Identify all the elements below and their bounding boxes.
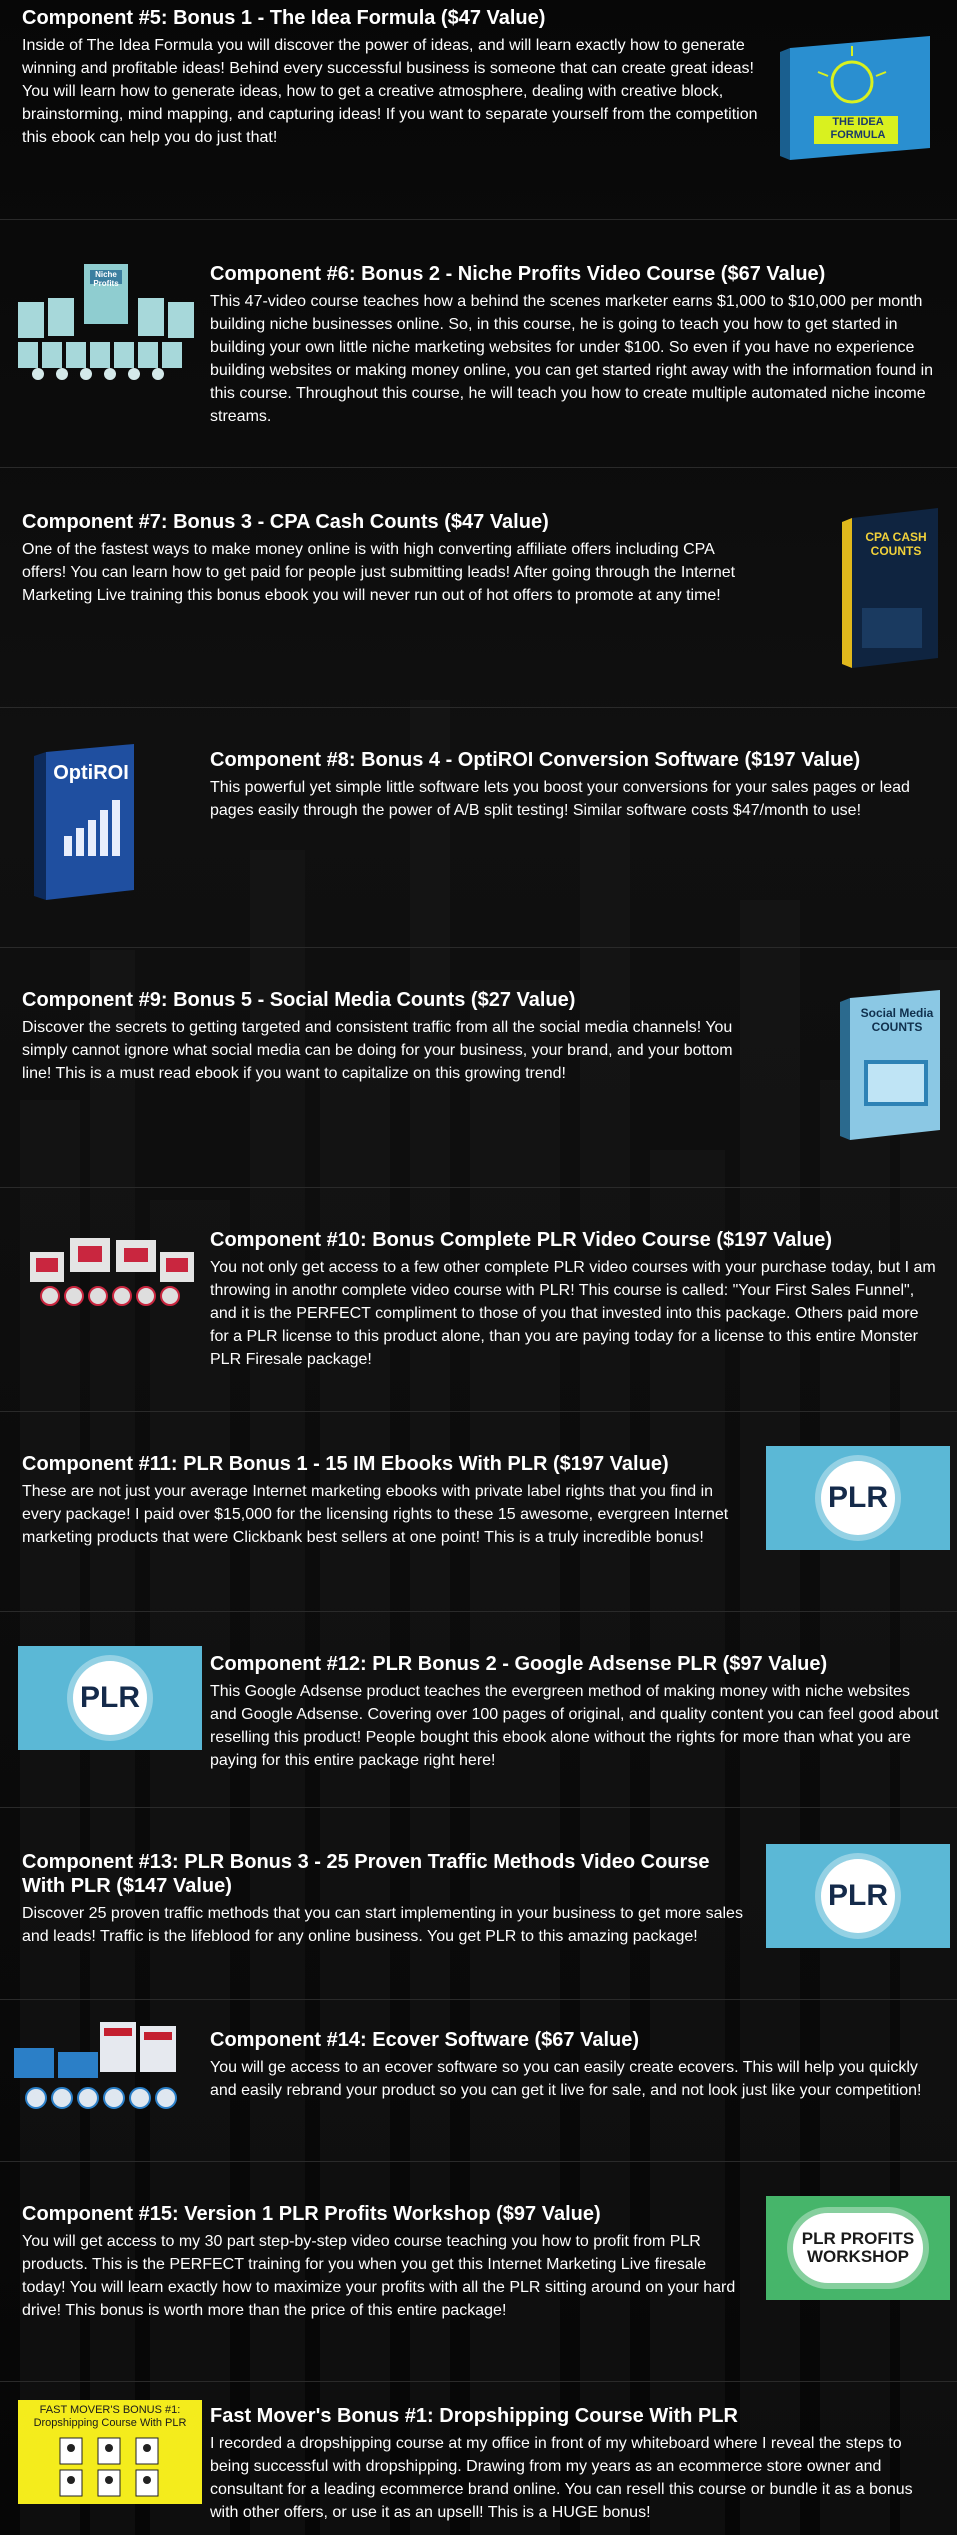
component-title: Component #9: Bonus 5 - Social Media Counts ($27 Value) — [22, 989, 576, 1011]
optiroi-software-box-image — [34, 744, 140, 900]
component-text — [22, 1850, 752, 1948]
component-description: Inside of The Idea Formula you will discover the power of ideas, and will learn exactly how to generate winning and profitable ideas! Behind every successful business is someone that can create great ideas! You will learn how to generate ideas, how to get a creative atmosphere, dealing with creative block, brainstorming, mind mapping, and capturing ideas! If you want to separate yourself from the competition this ebook can help you do just that! — [22, 37, 758, 146]
component-description: These are not just your average Internet marketing ebooks with private label rights that you find in every package! I paid over $15,000 for the licensing rights to these 15 awesome, evergreen Internet marketing products that were Clickbank best sellers at one point! This is a truly incredible bonus! — [22, 1483, 729, 1546]
cpa-cash-counts-ebook-image — [842, 508, 942, 668]
component-description: I recorded a dropshipping course at my office in front of my whiteboard where I reveal the steps to being successful with dropshipping. Drawing from my years as an ecommerce store owner and consultant for a leading ecommerce brand online. You can resell this course or bundle it as a bonus with other offers, or use it as an upsell! This is a HUGE bonus! — [210, 2435, 913, 2521]
ecover-software-bundle-image — [14, 2022, 200, 2114]
component-text — [22, 510, 762, 607]
component-section-15 — [0, 2162, 957, 2382]
component-text — [210, 2028, 940, 2102]
component-text — [210, 1652, 940, 1772]
component-description: You will get access to my 30 part step-by-step video course teaching you how to profit from PLR products. This is the PERFECT training for you when you get this Internet Marketing Live firesale today! You will learn exactly how to maximize your profits with all the PLR sitting around on your hard drive! This bonus is worth more than the price of this entire package! — [22, 2233, 736, 2319]
box-label: OptiROI — [53, 762, 129, 784]
niche-profits-bundle-image — [18, 262, 194, 380]
component-section-8 — [0, 708, 957, 948]
component-section-9 — [0, 948, 957, 1188]
component-title: Component #6: Bonus 2 - Niche Profits Video Course ($67 Value) — [210, 263, 826, 285]
component-section-12 — [0, 1612, 957, 1808]
component-description: This 47-video course teaches how a behind the scenes marketer earns $1,000 to $10,000 per month building niche businesses online. So, in this course, he is going to teach you how to get started in building your own little niche marketing websites for under $100. So even if you have no experience building websites or making money online, you can get started right away with the information found in this course. Throughout this course, he will teach you how to create multiple automated niche income streams. — [210, 293, 934, 425]
component-title: Fast Mover's Bonus #1: Dropshipping Course With PLR — [210, 2405, 738, 2427]
plr-badge-label: PLR — [821, 1461, 895, 1535]
plr-badge-image — [766, 1446, 950, 1550]
component-title: Component #15: Version 1 PLR Profits Workshop ($97 Value) — [22, 2203, 601, 2225]
plr-badge-image — [766, 1844, 950, 1948]
component-title: Component #10: Bonus Complete PLR Video Course ($197 Value) — [210, 1229, 832, 1251]
component-description: This powerful yet simple little software lets you boost your conversions for your sales pages or lead pages easily through the power of A/B split testing! Similar software costs $47/month to use! — [210, 779, 910, 819]
component-description: One of the fastest ways to make money online is with high converting affiliate offers including CPA offers! You can learn how to get paid for people just submitting leads! After going through the Internet Marketing Live training this bonus ebook you will never run out of hot offers to promote at any time! — [22, 541, 736, 604]
component-title: Component #12: PLR Bonus 2 - Google Adsense PLR ($97 Value) — [210, 1653, 828, 1675]
component-description: Discover the secrets to getting targeted and consistent traffic from all the social media channels! You simply cannot ignore what social media can be doing for your business, your brand, and your bottom line! This is a must read ebook if you want to capitalize on this growing trend! — [22, 1019, 733, 1082]
component-title: Component #14: Ecover Software ($67 Value) — [210, 2029, 640, 2051]
ebook-label: CPA CASH COUNTS — [865, 530, 927, 558]
component-description: Discover 25 proven traffic methods that you can start implementing in your business to get more sales and leads! Traffic is the lifeblood for any online business. You get PLR to this amazing package! — [22, 1905, 743, 1945]
bundle-label: Niche Profits — [93, 270, 119, 288]
fast-mover-bonus-section — [0, 2382, 957, 2535]
component-text — [210, 262, 940, 428]
component-title: Component #13: PLR Bonus 3 - 25 Proven Traffic Methods Video Course With PLR ($147 Value) — [22, 1851, 710, 1897]
component-description: You not only get access to a few other complete PLR video courses with your purchase today, but I am throwing in anothr complete video course with PLR! This course is called: "Your First Sales Funnel", and it is the PERFECT compliment to those of you that invested into this package. Others paid more for a PLR license to this product alone, than you are paying today for a license to this entire Monster PLR Firesale package! — [210, 1259, 936, 1368]
component-section-11 — [0, 1412, 957, 1612]
ebook-label: Social Media COUNTS — [860, 1006, 934, 1034]
component-text — [22, 6, 762, 149]
component-title: Component #11: PLR Bonus 1 - 15 IM Ebooks With PLR ($197 Value) — [22, 1453, 669, 1475]
component-text — [210, 1228, 940, 1371]
component-text — [210, 748, 940, 822]
bonus-image-label: FAST MOVER'S BONUS #1: Dropshipping Course With PLR — [33, 2404, 187, 2429]
fast-mover-bonus-image — [18, 2400, 202, 2504]
component-section-7 — [0, 468, 957, 708]
component-section-6 — [0, 220, 957, 468]
component-description: You will ge access to an ecover software so you can easily create ecovers. This will help you quickly and easily rebrand your product so you can get it live for sale, and not look just like your competition! — [210, 2059, 922, 2099]
component-section-10 — [0, 1188, 957, 1412]
plr-profits-workshop-badge-image — [766, 2196, 950, 2300]
component-section-5 — [0, 0, 957, 220]
social-media-counts-ebook-image — [840, 990, 944, 1140]
component-text — [22, 988, 762, 1085]
component-text — [22, 1452, 752, 1549]
component-text — [22, 2202, 752, 2322]
plr-badge-label: PLR — [73, 1661, 147, 1735]
idea-formula-ebook-image — [780, 36, 940, 162]
component-title: Component #7: Bonus 3 - CPA Cash Counts ($47 Value) — [22, 511, 549, 533]
component-section-14 — [0, 2000, 957, 2162]
plr-badge-label: PLR PROFITS WORKSHOP — [793, 2213, 923, 2283]
component-description: This Google Adsense product teaches the evergreen method of making money with niche websites and Google Adsense. Covering over 100 pages of original, and quality content you can feel good about reselling this product! People bought this ebook alone without the rights for more than what you are paying for this entire package right here! — [210, 1683, 939, 1769]
component-section-13 — [0, 1808, 957, 2000]
component-title: Component #8: Bonus 4 - OptiROI Conversion Software ($197 Value) — [210, 749, 861, 771]
plr-badge-label: PLR — [821, 1859, 895, 1933]
plr-badge-image — [18, 1646, 202, 1750]
component-title: Component #5: Bonus 1 - The Idea Formula ($47 Value) — [22, 7, 546, 29]
component-text — [210, 2404, 940, 2524]
ebook-label: THE IDEA FORMULA — [830, 116, 886, 141]
plr-video-course-bundle-image — [30, 1238, 194, 1308]
